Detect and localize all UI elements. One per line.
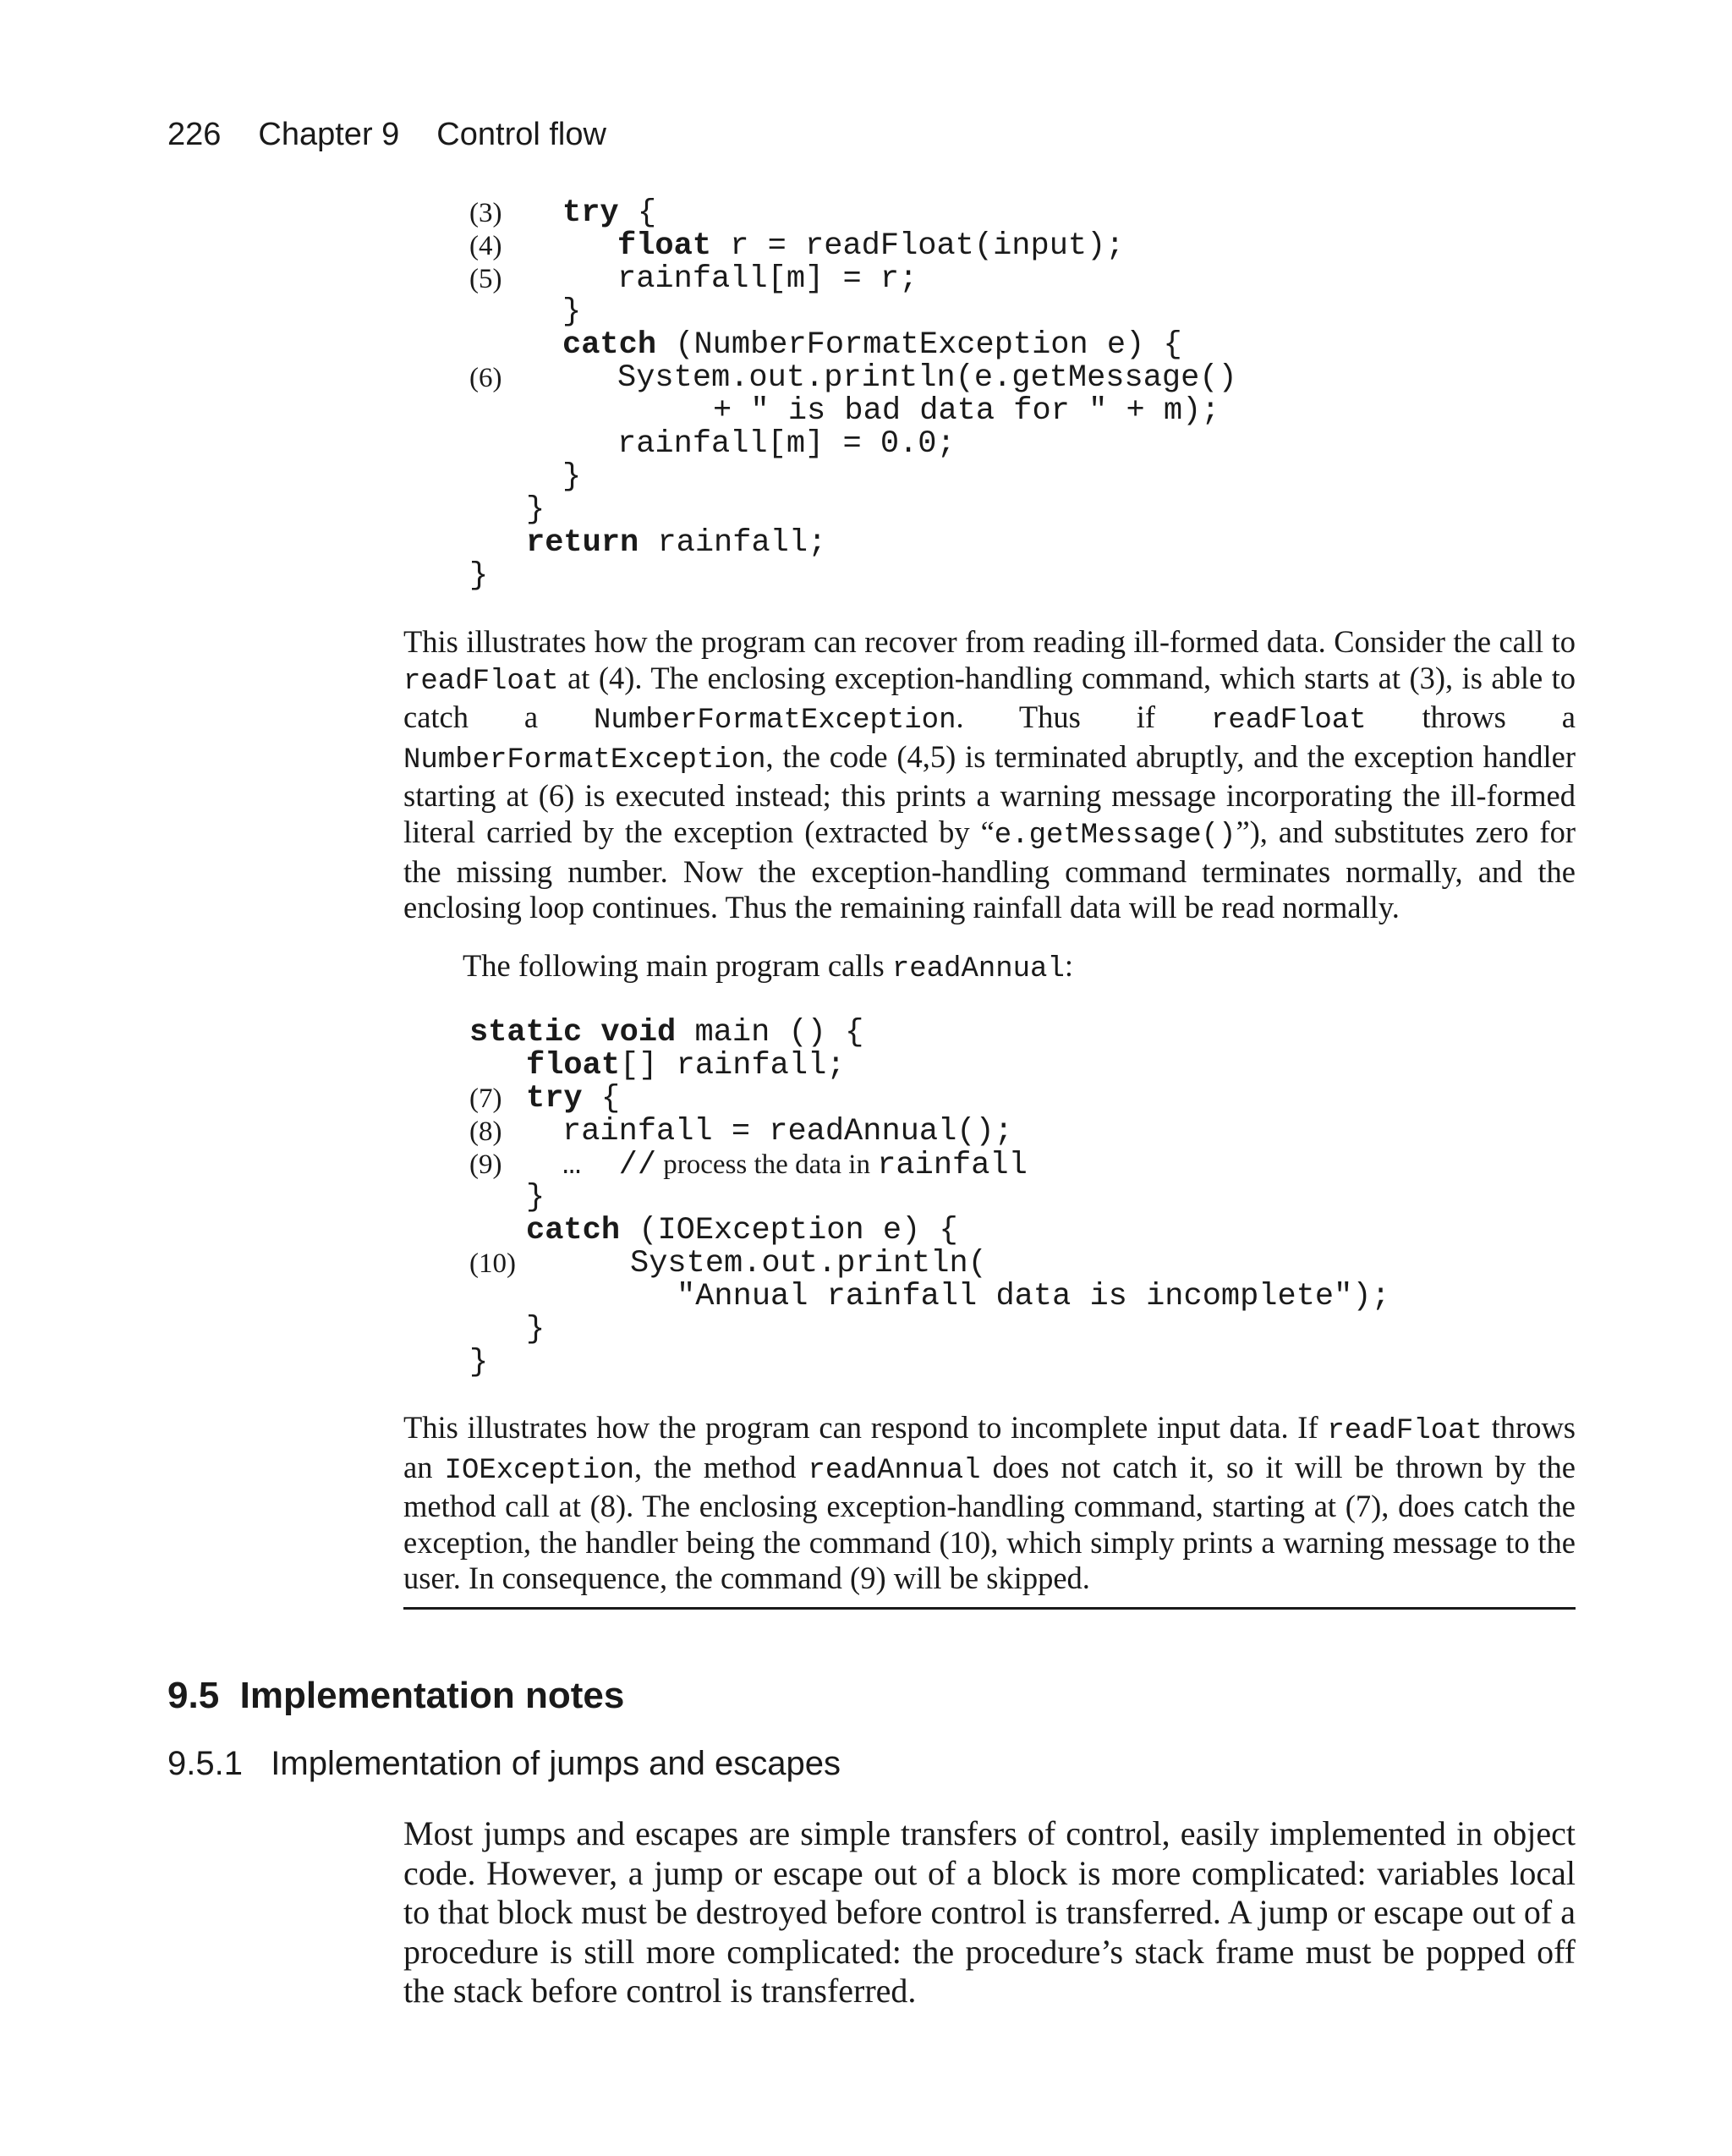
- para-text: ”), and substitutes zero for the missing number. Now the exception-handling command terminates normally, and the enclosing loop continues. Thus the remaining rainfall data will be read normally.: [403, 814, 1576, 925]
- code-listing-main: [469, 1017, 1484, 1380]
- para-text: , the code (4,5) is terminated abruptly, and the exception handler starting at (6) is executed instead; this prints a warning message incorporating the ill-formed literal carried by the exception (extracted by “: [403, 738, 1576, 849]
- para-text: , the method: [633, 1449, 808, 1484]
- code-text: return rainfall;: [526, 525, 827, 561]
- code-comment-identifier: rainfall: [877, 1148, 1028, 1183]
- code-line: [469, 494, 1400, 527]
- code-text: System.out.println(: [630, 1246, 987, 1281]
- inline-code: readFloat: [1327, 1415, 1483, 1447]
- code-text: float[] rainfall;: [526, 1048, 846, 1083]
- code-line: [469, 1149, 1484, 1182]
- page-number: 226: [167, 117, 222, 152]
- code-keyword: try: [526, 1081, 583, 1116]
- code-text: try {: [562, 195, 657, 231]
- line-number: (5): [469, 264, 502, 294]
- inline-code: readAnnual: [808, 1454, 981, 1487]
- para-text: . Thus if: [956, 699, 1211, 735]
- line-number: (9): [469, 1149, 502, 1180]
- code-text: }: [526, 1180, 545, 1215]
- code-line: [469, 230, 1400, 263]
- code-text: }: [469, 558, 489, 594]
- code-text: static void main () {: [469, 1015, 864, 1051]
- code-line: [469, 1347, 1484, 1380]
- code-comment: process the data in: [656, 1149, 878, 1180]
- code-line: [469, 197, 1400, 230]
- section-body: Most jumps and escapes are simple transfers of control, easily implemented in object code. However, a jump or escape out of a block is more complicated: variables local to that block must be destroyed before control is transferred. A jump or escape out of a procedure is still more complicated: the procedure’s stack frame must be popped off the stack before control is transferred.: [403, 1814, 1576, 2010]
- subsection-heading: 9.5.1 Implementation of jumps and escapes: [167, 1745, 841, 1782]
- code-line: [469, 1314, 1484, 1347]
- line-number: (3): [469, 198, 502, 228]
- inline-code: e.getMessage(): [994, 819, 1236, 852]
- para-text: does not catch it, so it will be thrown by the method call at (8). The enclosing exception-handling command, starting at (7), does catch the exception, the handler being the command (10), which simply prints a warning message to the user. In consequence, the command (9) will be skipped.: [403, 1449, 1576, 1596]
- code-keyword: float: [617, 228, 712, 264]
- line-number: (8): [469, 1116, 502, 1147]
- code-keyword: static void: [469, 1015, 677, 1051]
- para-text: The following main program calls: [463, 948, 892, 983]
- para-text: This illustrates how the program can recover from reading ill-formed data. Consider the call to: [403, 624, 1576, 659]
- code-text: try {: [526, 1081, 621, 1116]
- paragraph-recover-explanation: [403, 624, 1576, 926]
- line-number: (4): [469, 231, 502, 261]
- inline-code: NumberFormatException: [594, 705, 956, 738]
- para-text: throws a: [1366, 699, 1576, 735]
- code-text: rainfall = readAnnual();: [562, 1114, 1013, 1149]
- code-text: rainfall[m] = 0.0;: [617, 426, 956, 462]
- chapter-title: Control flow: [436, 117, 606, 152]
- code-text: }: [469, 1345, 489, 1380]
- line-number: (7): [469, 1083, 502, 1114]
- paragraph-main-intro: [403, 948, 1576, 988]
- inline-code: readFloat: [403, 665, 559, 698]
- para-text: This illustrates how the program can respond to incomplete input data. If: [403, 1410, 1328, 1445]
- code-text: catch (IOException e) {: [526, 1213, 958, 1248]
- code-text: catch (NumberFormatException e) {: [562, 327, 1182, 363]
- code-line: [469, 1083, 1484, 1116]
- code-text: System.out.println(e.getMessage(): [617, 360, 1237, 396]
- inline-code: NumberFormatException: [403, 743, 766, 776]
- running-header: [167, 117, 606, 153]
- line-number: (10): [469, 1248, 516, 1279]
- section-heading: 9.5 Implementation notes: [167, 1675, 625, 1716]
- code-keyword: try: [562, 195, 619, 231]
- code-line: [469, 1281, 1484, 1314]
- line-number: (6): [469, 363, 502, 393]
- inline-code: readFloat: [1210, 705, 1367, 738]
- code-keyword: return: [526, 525, 639, 561]
- code-line: [469, 263, 1400, 296]
- code-text: + " is bad data for " + m);: [713, 393, 1220, 429]
- code-line: [469, 1050, 1484, 1083]
- code-line: [469, 296, 1400, 329]
- code-line: [469, 461, 1400, 494]
- code-line: [469, 1248, 1484, 1281]
- code-text: "Annual rainfall data is incomplete");: [677, 1279, 1390, 1314]
- code-line: [469, 395, 1400, 428]
- code-line: [469, 527, 1400, 560]
- code-listing-readannual: [469, 197, 1400, 593]
- para-text: at (4). The enclosing exception-handling command, which starts at (3), is able to catch a: [403, 660, 1576, 735]
- code-line: [469, 1182, 1484, 1215]
- code-text: }: [562, 459, 582, 495]
- code-line: [469, 1215, 1484, 1248]
- para-text: throws an: [403, 1410, 1576, 1484]
- code-text: rainfall[m] = r;: [617, 261, 918, 297]
- code-keyword: catch: [562, 327, 657, 363]
- code-line: [469, 1116, 1484, 1149]
- code-text: float r = readFloat(input);: [617, 228, 1125, 264]
- inline-code: IOException: [444, 1454, 634, 1487]
- code-line: [469, 1017, 1484, 1050]
- code-text: … // process the data in rainfall: [562, 1148, 1028, 1183]
- para-text: :: [1064, 948, 1074, 983]
- code-text: }: [526, 1312, 545, 1347]
- example-end-rule: [403, 1607, 1576, 1610]
- code-line: [469, 560, 1400, 593]
- code-line: [469, 362, 1400, 395]
- code-text: }: [526, 492, 545, 528]
- paragraph-incomplete-explanation: [403, 1410, 1576, 1597]
- code-keyword: float: [526, 1048, 621, 1083]
- chapter-label: Chapter 9: [258, 117, 400, 152]
- code-text: }: [562, 294, 582, 330]
- inline-code: readAnnual: [891, 953, 1065, 985]
- code-line: [469, 428, 1400, 461]
- code-line: [469, 329, 1400, 362]
- code-keyword: catch: [526, 1213, 621, 1248]
